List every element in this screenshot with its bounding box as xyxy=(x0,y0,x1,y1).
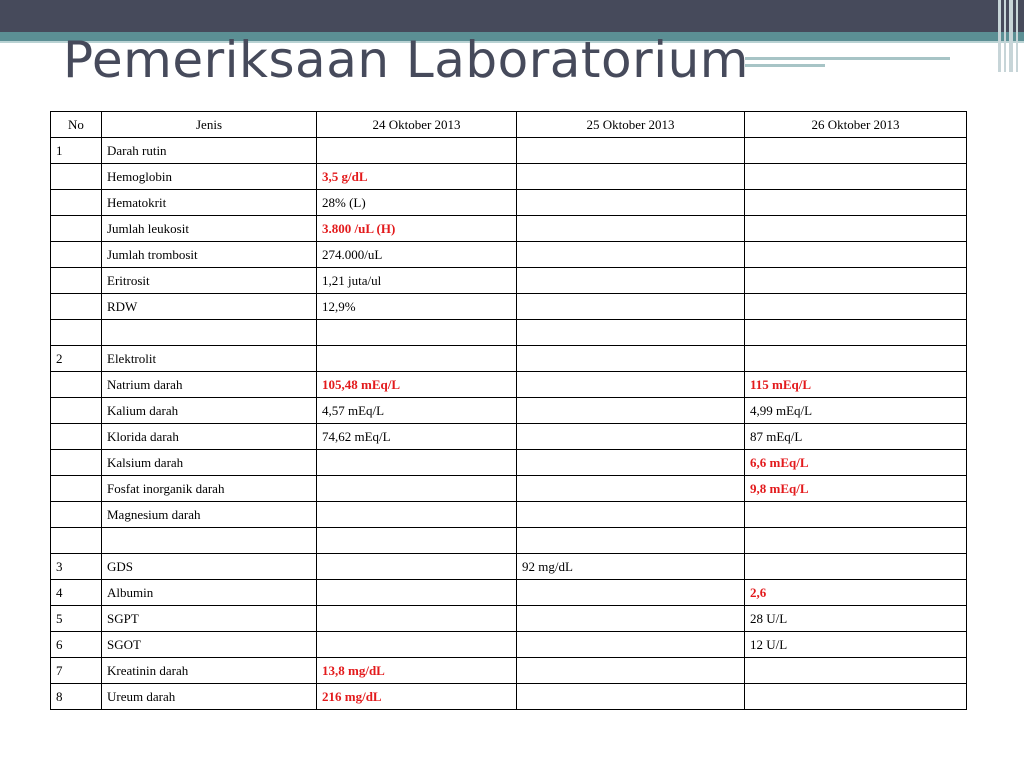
cell-jenis: SGOT xyxy=(102,632,317,658)
cell-24-oktober xyxy=(317,632,517,658)
cell-26-oktober: 12 U/L xyxy=(745,632,967,658)
cell-26-oktober: 87 mEq/L xyxy=(745,424,967,450)
cell-24-oktober: 12,9% xyxy=(317,294,517,320)
cell-jenis: Fosfat inorganik darah xyxy=(102,476,317,502)
cell-jenis: Kalium darah xyxy=(102,398,317,424)
cell-25-oktober xyxy=(517,476,745,502)
cell-26-oktober xyxy=(745,320,967,346)
cell-24-oktober: 13,8 mg/dL xyxy=(317,658,517,684)
cell-jenis: Kreatinin darah xyxy=(102,658,317,684)
cell-25-oktober xyxy=(517,398,745,424)
cell-24-oktober xyxy=(317,606,517,632)
cell-24-oktober xyxy=(317,346,517,372)
table-row xyxy=(51,528,967,554)
cell-24-oktober xyxy=(317,320,517,346)
cell-no xyxy=(51,398,102,424)
cell-jenis: Jumlah trombosit xyxy=(102,242,317,268)
cell-no: 1 xyxy=(51,138,102,164)
table-row xyxy=(51,606,967,632)
cell-no: 2 xyxy=(51,346,102,372)
cell-no: 5 xyxy=(51,606,102,632)
cell-no xyxy=(51,190,102,216)
cell-jenis: Hemoglobin xyxy=(102,164,317,190)
cell-jenis: Magnesium darah xyxy=(102,502,317,528)
cell-25-oktober xyxy=(517,294,745,320)
cell-24-oktober xyxy=(317,554,517,580)
cell-no: 7 xyxy=(51,658,102,684)
table-row xyxy=(51,632,967,658)
cell-no xyxy=(51,268,102,294)
cell-24-oktober: 105,48 mEq/L xyxy=(317,372,517,398)
cell-24-oktober: 28% (L) xyxy=(317,190,517,216)
table-row xyxy=(51,268,967,294)
table-row xyxy=(51,398,967,424)
title-decor-rule-short xyxy=(745,64,825,67)
cell-jenis: Elektrolit xyxy=(102,346,317,372)
cell-24-oktober: 1,21 juta/ul xyxy=(317,268,517,294)
cell-24-oktober: 216 mg/dL xyxy=(317,684,517,710)
cell-jenis: Klorida darah xyxy=(102,424,317,450)
cell-no xyxy=(51,216,102,242)
cell-25-oktober xyxy=(517,164,745,190)
table-row xyxy=(51,216,967,242)
table-row xyxy=(51,346,967,372)
cell-24-oktober xyxy=(317,580,517,606)
corner-decor-stripes xyxy=(994,0,1024,72)
cell-jenis: Ureum darah xyxy=(102,684,317,710)
cell-26-oktober xyxy=(745,268,967,294)
cell-no xyxy=(51,320,102,346)
col-header-no: No xyxy=(51,112,102,138)
table-row xyxy=(51,684,967,710)
cell-24-oktober: 3.800 /uL (H) xyxy=(317,216,517,242)
cell-no: 4 xyxy=(51,580,102,606)
cell-25-oktober xyxy=(517,580,745,606)
cell-no xyxy=(51,164,102,190)
cell-jenis xyxy=(102,320,317,346)
table-row xyxy=(51,190,967,216)
cell-25-oktober xyxy=(517,658,745,684)
lab-results-body xyxy=(51,138,967,710)
cell-25-oktober xyxy=(517,242,745,268)
cell-24-oktober xyxy=(317,450,517,476)
cell-24-oktober: 4,57 mEq/L xyxy=(317,398,517,424)
cell-jenis: Jumlah leukosit xyxy=(102,216,317,242)
cell-25-oktober: 92 mg/dL xyxy=(517,554,745,580)
cell-no xyxy=(51,450,102,476)
cell-25-oktober xyxy=(517,138,745,164)
table-row xyxy=(51,320,967,346)
page-title: Pemeriksaan Laboratorium xyxy=(63,31,749,89)
cell-26-oktober: 115 mEq/L xyxy=(745,372,967,398)
cell-25-oktober xyxy=(517,346,745,372)
cell-jenis: Natrium darah xyxy=(102,372,317,398)
cell-26-oktober xyxy=(745,658,967,684)
lab-results-table xyxy=(50,111,967,710)
cell-26-oktober: 2,6 xyxy=(745,580,967,606)
cell-26-oktober xyxy=(745,528,967,554)
cell-26-oktober: 4,99 mEq/L xyxy=(745,398,967,424)
cell-no xyxy=(51,372,102,398)
cell-no: 3 xyxy=(51,554,102,580)
table-row xyxy=(51,502,967,528)
cell-26-oktober: 9,8 mEq/L xyxy=(745,476,967,502)
cell-26-oktober xyxy=(745,554,967,580)
cell-jenis: Hematokrit xyxy=(102,190,317,216)
table-row xyxy=(51,658,967,684)
table-header-row xyxy=(51,112,967,138)
table-row xyxy=(51,138,967,164)
table-row xyxy=(51,294,967,320)
cell-26-oktober xyxy=(745,216,967,242)
cell-24-oktober xyxy=(317,138,517,164)
cell-26-oktober: 6,6 mEq/L xyxy=(745,450,967,476)
cell-no xyxy=(51,242,102,268)
cell-26-oktober xyxy=(745,294,967,320)
cell-24-oktober: 274.000/uL xyxy=(317,242,517,268)
title-decor-rule xyxy=(745,57,950,60)
cell-25-oktober xyxy=(517,684,745,710)
cell-no xyxy=(51,528,102,554)
col-header-25-oktober: 25 Oktober 2013 xyxy=(517,112,745,138)
cell-25-oktober xyxy=(517,216,745,242)
cell-jenis: SGPT xyxy=(102,606,317,632)
cell-24-oktober xyxy=(317,502,517,528)
cell-no xyxy=(51,502,102,528)
cell-26-oktober: 28 U/L xyxy=(745,606,967,632)
cell-jenis: Eritrosit xyxy=(102,268,317,294)
cell-jenis: Kalsium darah xyxy=(102,450,317,476)
cell-24-oktober xyxy=(317,528,517,554)
cell-25-oktober xyxy=(517,632,745,658)
cell-jenis: RDW xyxy=(102,294,317,320)
cell-26-oktober xyxy=(745,190,967,216)
cell-25-oktober xyxy=(517,502,745,528)
cell-25-oktober xyxy=(517,450,745,476)
cell-25-oktober xyxy=(517,190,745,216)
cell-25-oktober xyxy=(517,372,745,398)
table-row xyxy=(51,424,967,450)
cell-26-oktober xyxy=(745,502,967,528)
table-row xyxy=(51,372,967,398)
cell-25-oktober xyxy=(517,424,745,450)
cell-jenis: GDS xyxy=(102,554,317,580)
cell-26-oktober xyxy=(745,684,967,710)
cell-26-oktober xyxy=(745,346,967,372)
col-header-26-oktober: 26 Oktober 2013 xyxy=(745,112,967,138)
cell-no: 8 xyxy=(51,684,102,710)
cell-24-oktober: 74,62 mEq/L xyxy=(317,424,517,450)
table-row xyxy=(51,476,967,502)
cell-no xyxy=(51,294,102,320)
table-row xyxy=(51,554,967,580)
cell-24-oktober xyxy=(317,476,517,502)
table-row xyxy=(51,164,967,190)
cell-26-oktober xyxy=(745,138,967,164)
cell-jenis: Albumin xyxy=(102,580,317,606)
cell-25-oktober xyxy=(517,320,745,346)
cell-jenis: Darah rutin xyxy=(102,138,317,164)
col-header-24-oktober: 24 Oktober 2013 xyxy=(317,112,517,138)
cell-jenis xyxy=(102,528,317,554)
cell-no xyxy=(51,424,102,450)
cell-25-oktober xyxy=(517,606,745,632)
table-row xyxy=(51,242,967,268)
cell-no: 6 xyxy=(51,632,102,658)
cell-26-oktober xyxy=(745,164,967,190)
cell-no xyxy=(51,476,102,502)
cell-25-oktober xyxy=(517,528,745,554)
cell-25-oktober xyxy=(517,268,745,294)
col-header-jenis: Jenis xyxy=(102,112,317,138)
cell-24-oktober: 3,5 g/dL xyxy=(317,164,517,190)
cell-26-oktober xyxy=(745,242,967,268)
table-row xyxy=(51,450,967,476)
table-row xyxy=(51,580,967,606)
